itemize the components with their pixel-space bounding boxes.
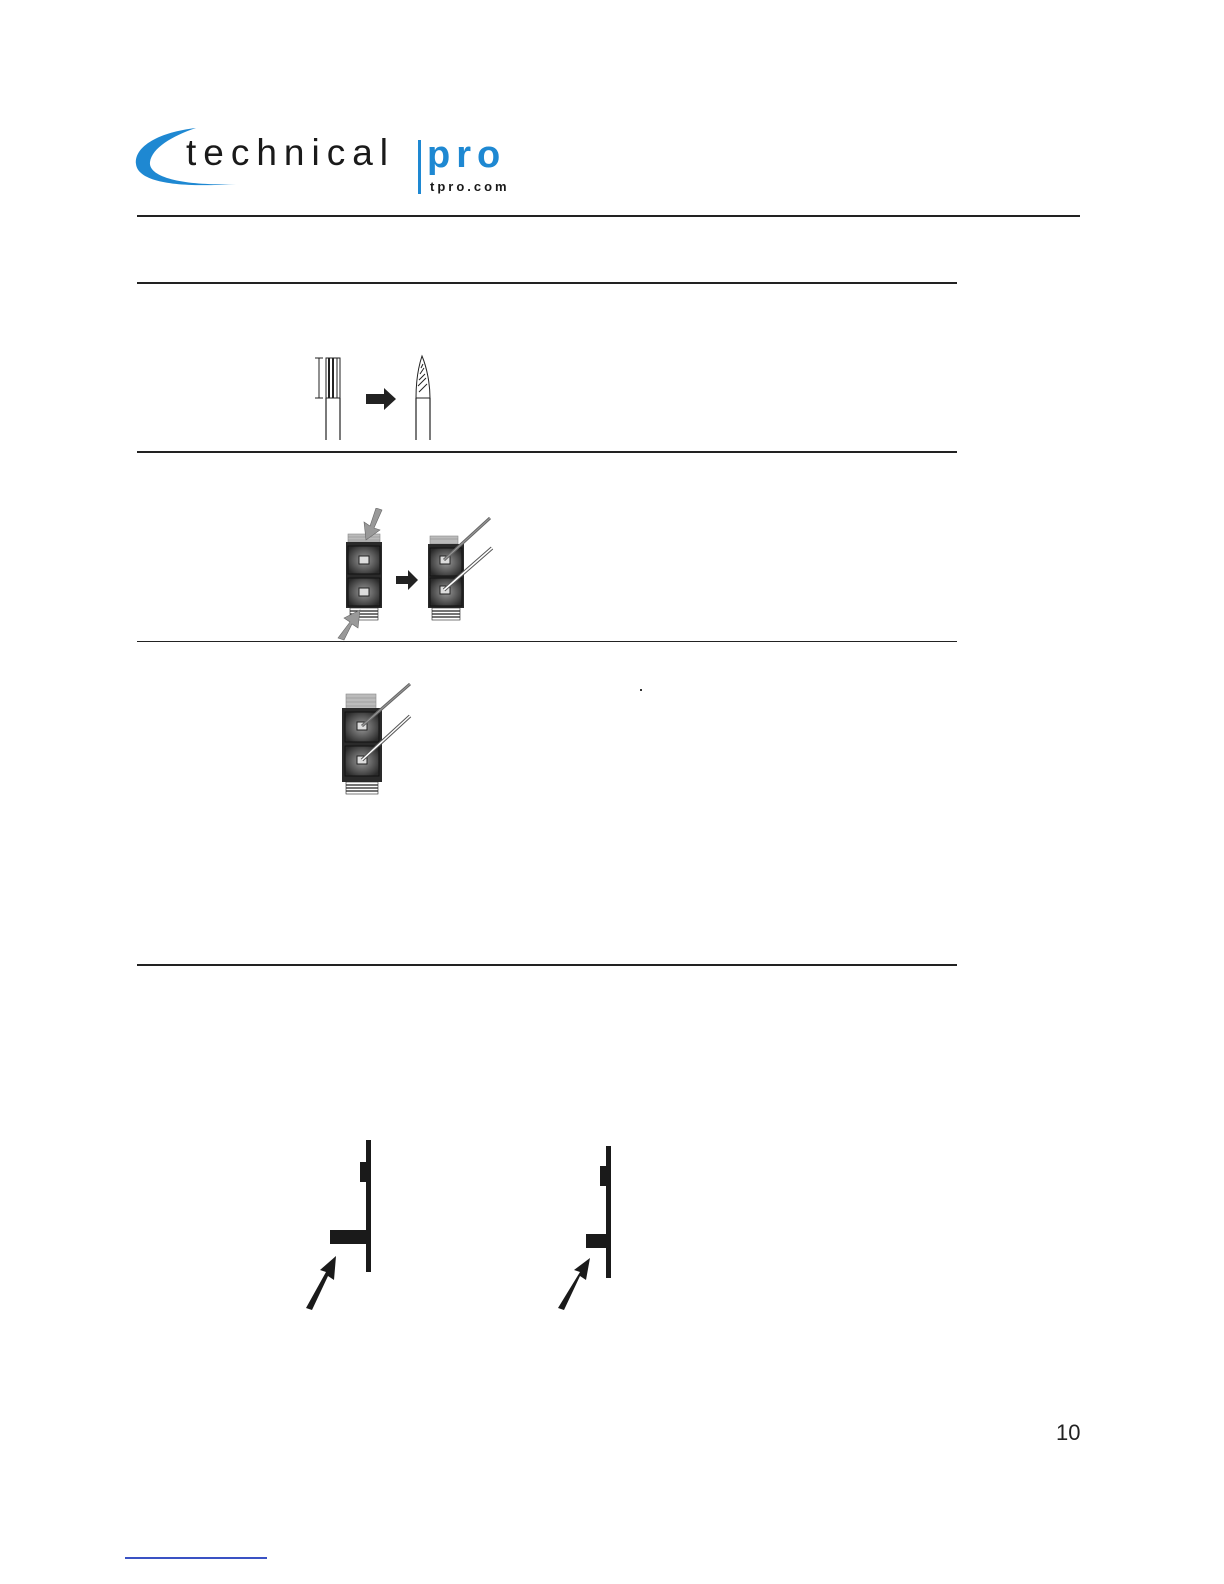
spring-terminal-connected-icon [338, 680, 418, 796]
section-rule-1 [137, 282, 957, 284]
logo-url: tpro.com [430, 179, 510, 194]
section-rule-2 [137, 451, 957, 453]
pointer-arrow-icon [306, 1256, 336, 1310]
page-number: 10 [1056, 1420, 1081, 1445]
wall-mount-bracket-icon [300, 1136, 390, 1316]
logo-pro: pro [427, 134, 507, 176]
section-rule-3 [137, 641, 957, 642]
spring-terminal-insert-icon [334, 508, 496, 642]
arrow-right-icon [366, 388, 396, 410]
header-rule [137, 215, 1080, 217]
section-rule-4 [137, 964, 957, 966]
logo-word: technical [186, 132, 396, 173]
speck-mark [640, 689, 642, 691]
wire-strip-icon [310, 354, 440, 442]
footer-link[interactable] [125, 1557, 267, 1559]
logo-divider [418, 140, 421, 194]
pointer-arrow-icon-2 [558, 1258, 590, 1310]
wall-mount-bracket-icon-2 [552, 1140, 622, 1316]
